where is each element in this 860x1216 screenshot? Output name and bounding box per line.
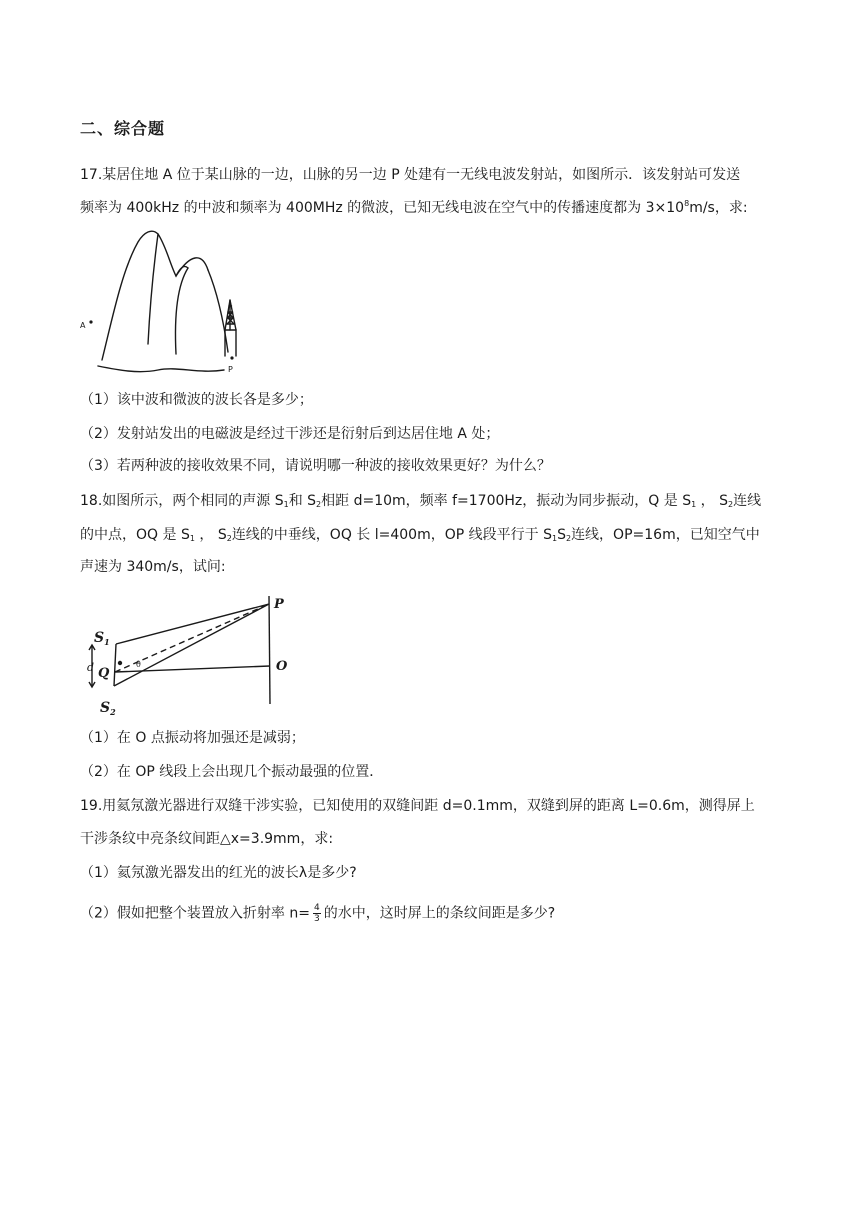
q18-line-2	[80, 525, 760, 549]
subscript: 1	[551, 534, 558, 543]
interference-figure	[84, 592, 294, 722]
label-p: P	[228, 365, 233, 374]
mountain-figure	[78, 224, 258, 384]
text: 连线的中垂线，OQ 长 l=400m，OP 线段平行于 S	[231, 527, 552, 543]
text: （2）假如把整个装置放入折射率 n=	[80, 905, 310, 922]
q17-sub-1: （1）该中波和微波的波长各是多少；	[80, 392, 313, 408]
q18-sub-1: （1）在 O 点振动将加强还是减弱；	[80, 730, 305, 746]
text: S	[557, 527, 566, 543]
text: 的中点，OQ 是 S	[80, 527, 190, 543]
section-title: 二、综合题	[80, 119, 166, 138]
q18-line-1	[80, 491, 761, 515]
q17-sub-2: （2）发射站发出的电磁波是经过干涉还是衍射后到达居住地 A 处；	[80, 426, 500, 442]
text: 的水中，这时屏上的条纹间距是多少?	[323, 905, 556, 922]
subscript: 2	[226, 534, 232, 543]
q19-sub-2	[80, 903, 555, 924]
q19-sub-1: （1）氦氖激光器发出的红光的波长λ是多少?	[80, 865, 357, 881]
label-theta: θ	[136, 660, 141, 669]
q17-sub-3: （3）若两种波的接收效果不同，请说明哪一种波的接收效果更好？为什么？	[80, 458, 551, 474]
text: 和 S	[288, 493, 317, 509]
label-s2: $S_2$	[100, 700, 116, 717]
label-o: O	[276, 659, 288, 674]
subscript: 1	[283, 500, 289, 509]
label-a: A	[80, 321, 86, 330]
label-p: P	[274, 597, 284, 612]
label-d: d	[87, 661, 95, 674]
text: 连线	[733, 493, 762, 509]
subscript: 2	[316, 500, 322, 509]
exponent: 8	[684, 199, 690, 208]
denominator: 3	[313, 914, 320, 924]
subscript: 2	[565, 534, 572, 543]
q18-sub-2: （2）在 OP 线段上会出现几个振动最强的位置．	[80, 764, 384, 780]
subscript: 1	[691, 500, 697, 509]
q17-line-2-unit: m/s，求:	[689, 200, 748, 216]
q19-line-2: 干涉条纹中亮条纹间距△x=3.9mm，求:	[80, 831, 334, 847]
text: 连线，OP=16m，已知空气中	[571, 527, 760, 543]
text: 相距 d=10m，频率 f=1700Hz，振动为同步振动，Q 是 S	[321, 493, 692, 509]
text: ， S	[194, 527, 227, 543]
text: 18.如图所示，两个相同的声源 S	[80, 493, 284, 509]
label-s1: $S_1$	[94, 630, 110, 647]
text: ， S	[696, 493, 728, 509]
q17-line-2	[80, 194, 748, 218]
label-q: Q	[98, 666, 110, 681]
q18-line-3: 声速为 340m/s，试问:	[80, 559, 226, 575]
subscript: 1	[189, 534, 195, 543]
subscript: 2	[727, 500, 734, 509]
fraction	[313, 903, 321, 924]
numerator: 4	[313, 903, 320, 913]
q19-line-1: 19.用氦氖激光器进行双缝干涉实验，已知使用的双缝间距 d=0.1mm，双缝到屏的距离 L=0.6m，测得屏上	[80, 798, 755, 814]
q17-line-2-text: 频率为 400kHz 的中波和频率为 400MHz 的微波，已知无线电波在空气中的传播速度都为 3×10	[80, 200, 685, 216]
q17-line-1: 17.某居住地 A 位于某山脉的一边，山脉的另一边 P 处建有一无线电波发射站，如图所示．该发射站可发送	[80, 167, 741, 183]
